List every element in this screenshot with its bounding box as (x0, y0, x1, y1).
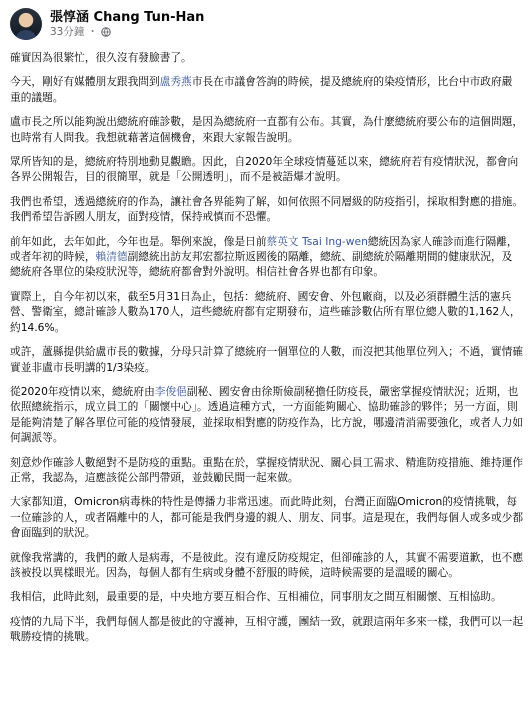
post-paragraph: 或許，蘆縣提供給盧市長的數據，分母只計算了總統府一個單位的人數，而沒把其他單位列入；不過，實情確實並非盧市長明講的1/3染疫。 (10, 345, 524, 374)
post-meta (50, 26, 204, 39)
post-paragraph: 大家都知道，Omicron病毒株的特性是傳播力非常迅速。而此時此刻，台灣正面臨Omicron的疫情挑戰，每一位確診的人，或者隔離中的人，都可能是我們身邊的親人、朋友、同事。這是現在，我們每個人或多或少都會面臨到的狀況。 (10, 495, 524, 540)
post-paragraph: 實際上，自今年初以來，截至5月31日為止，包括：總統府、國安會、外包廠商，以及必須群體生活的憲兵營、警衛室，總計確診人數為170人，這些總統府都有定期發布，這些確診數佔所有單位總人數的1,162人，約14.6%。 (10, 289, 521, 334)
post-paragraph: 我相信，此時此刻，最重要的是，中央地方要互相合作、互相補位，同事朋友之間互相關懷、互相協助。 (10, 590, 502, 604)
post-paragraph: 就像我常講的，我們的敵人是病毒，不是彼此。沒有違反防疫規定，但卻確診的人，其實不需要道歉，也不應該被投以異樣眼光。因為，每個人都有生病或身體不舒服的時候，這時候需要的是溫暖的關心。 (10, 550, 524, 579)
post-paragraph: 刻意炒作確診人數絕對不是防疫的重點。重點在於，掌握疫情狀況、關心員工需求、精進防疫措施、維持運作正常，我認為，這應該從公部門帶頭，並鼓勵民間一起來做。 (10, 455, 524, 484)
mention-link[interactable]: 李俊俋 (154, 384, 187, 398)
post-paragraph: 確實因為很繁忙，很久沒有發臉書了。 (10, 51, 192, 64)
post-paragraph (10, 74, 523, 105)
post-paragraph (10, 234, 523, 280)
post-paragraph: 眾所皆知的是，總統府特別地動見觀瞻。因此，自2020年全球疫情蔓延以來，總統府若有疫情狀況，都會向各界公開報告，目的很簡單，就是「公開透明」，而不是被語爆才說明。 (10, 155, 519, 184)
mention-link[interactable]: 賴清德 (95, 250, 128, 264)
paragraph-text: 今天，剛好有媒體朋友跟我問到 (10, 75, 160, 89)
paragraph-text: 市長在市議會答詢的時候，提及總統府的染疫情形，比台中市政府嚴重的議題。 (10, 75, 513, 104)
post-body (10, 50, 523, 645)
paragraph-text: 前年如此，去年如此，今年也是。舉例來說，像是日前 (10, 234, 267, 248)
mention-link[interactable]: 蔡英文 Tsai Ing-wen (266, 234, 368, 248)
paragraph-text: 副秘、國安會由徐斯儉副秘擔任防疫長，嚴密掌握疫情狀況；近期，也依照總統指示，成立員工的「關懷中心」。透過這種方式，一方面能夠關心、協助確診的夥伴；另一方面，則是能夠清楚了解各單位可能的疫情發展，並採取相對應的防疫作為，比方說，哪邊清消需要強化，或者人力如何調派等。 (10, 384, 524, 445)
author-avatar[interactable] (10, 8, 42, 40)
post-header (10, 0, 523, 46)
post-paragraph: 疫情的九局下半，我們每個人都是彼此的守護神，互相守護，團結一致，就跟這兩年多來一樣，我們可以一起戰勝疫情的挑戰。 (10, 614, 524, 644)
post-header-text (50, 10, 204, 38)
mention-link[interactable]: 盧秀燕 (159, 75, 192, 89)
meta-separator: ・ (87, 25, 98, 38)
paragraph-text: 副總統出訪友邦宏都拉斯返國後的隔離，總統、副總統於隔離期間的健康狀況，及總統府各單位的染疫狀況等，總統府都會對外說明。相信社會各界也都有印象。 (10, 250, 513, 279)
author-name[interactable]: 張惇涵 Chang Tun-Han (50, 9, 205, 25)
post-paragraph (10, 384, 523, 446)
globe-icon[interactable] (101, 27, 111, 37)
post-paragraph: 盧市長之所以能夠說出總統府確診數，是因為總統府一直都有公布。其實，為什麼總統府要公布的這個問題，也時常有人問我。我想就藉著這個機會，來跟大家報告說明。 (10, 115, 524, 144)
post-timestamp[interactable]: 33分鐘 (50, 25, 85, 38)
paragraph-text: 從2020年疫情以來，總統府由 (10, 384, 155, 398)
paragraph-text: 總統因為家人確診而進行隔離，或者年初的時候， (10, 234, 518, 264)
post-paragraph: 我們也希望，透過總統府的作為，讓社會各界能夠了解，如何依照不同層級的防疫指引，採取相對應的措施。我們希望告訴國人朋友，面對疫情，保持戒慎而不恐懼。 (10, 194, 524, 224)
